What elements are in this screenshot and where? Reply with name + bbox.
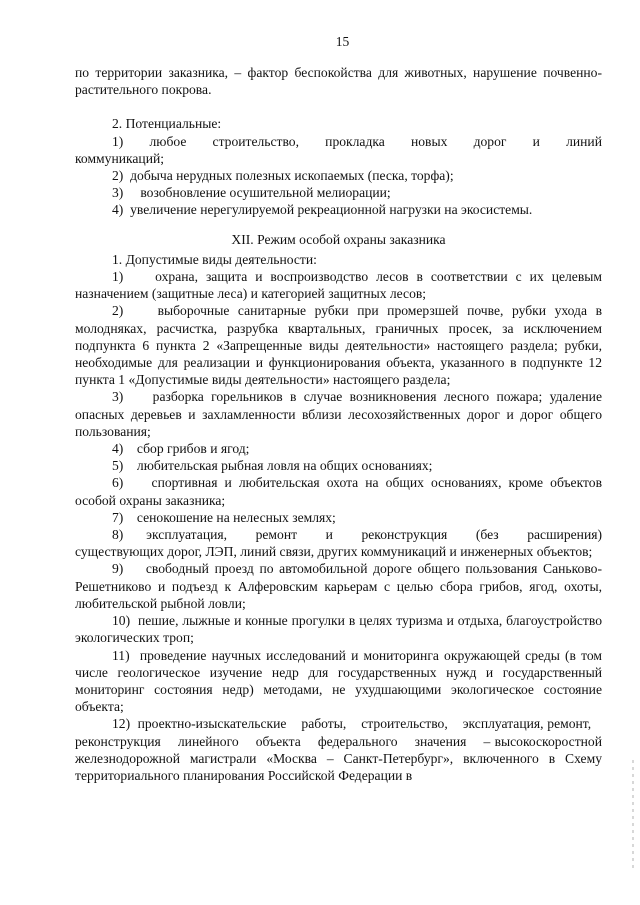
list-item: 9) свободный проезд по автомобильной дороге общего пользования Саньково-Решетниково и подъезд к Алферовским карьерам с целью сбора грибов, ягод, охоты, любительской рыбной ловли; (75, 561, 602, 611)
list-item: 5) любительская рыбная ловля на общих основаниях; (112, 458, 433, 474)
list-item: 4) сбор грибов и ягод; (112, 441, 250, 457)
list-item: 12) проектно-изыскательские работы, строительство, эксплуатация, ремонт, реконструкция линейного объекта федерального значения – высокоскоростной железнодорожной магистрали «Москва – Санкт-Петербург», включенного в Схему территориального планирования Российской Федерации в (75, 716, 602, 783)
list-item: 7) сенокошение на нелесных землях; (112, 509, 336, 525)
subsection-heading: 1. Допустимые виды деятельности: (112, 251, 317, 267)
paragraph-continuation: по территории заказника, – фактор беспокойства для животных, нарушение почвенно-растительного покрова. (75, 65, 602, 98)
list-item: 2) выборочные санитарные рубки при промерзшей почве, рубки ухода в молодняках, расчистка, разрубка квартальных, граничных просек, за исключением подпункта 6 пункта 2 «Запрещенные виды деятельности» настоящего раздела; рубки, необходимые для реализации и функционирования объекта, указанного в подпункте 12 пункта 1 «Допустимые виды деятельности» настоящего раздела; (75, 303, 602, 388)
page-number: 15 (335, 34, 350, 49)
list-item: 6) спортивная и любительская охота на общих основаниях, кроме объектов особой охраны заказника; (75, 475, 602, 508)
section-title: XII. Режим особой охраны заказника (231, 231, 446, 247)
list-item: 3) разборка горельников в случае возникновения лесного пожара; удаление опасных деревьев и захламленности вблизи лесохозяйственных дорог и дорог общего пользования; (75, 389, 602, 439)
list-item: 2) добыча нерудных полезных ископаемых (песка, торфа); (112, 168, 454, 184)
list-item: 3) возобновление осушительной мелиорации; (112, 185, 391, 201)
list-item: 4) увеличение нерегулируемой рекреационной нагрузки на экосистемы. (112, 202, 533, 218)
list-item: 1) любое строительство, прокладка новых дорог и линий коммуникаций; (75, 133, 602, 166)
section-potential-heading: 2. Потенциальные: (112, 116, 222, 132)
list-item: 11) проведение научных исследований и мониторинга окружающей среды (в том числе геологическое изучение недр для государственных нужд и государственный мониторинг состояния недр) методами, не ухудшающими экологическое состояние объекта; (75, 647, 602, 715)
list-item: 1) охрана, защита и воспроизводство лесов в соответствии с их целевым назначением (защитные леса) и категорией защитных лесов; (75, 269, 602, 302)
scan-edge-mark (632, 760, 634, 870)
list-item: 10) пешие, лыжные и конные прогулки в целях туризма и отдыха, благоустройство экологических троп; (75, 613, 602, 646)
list-item: 8) эксплуатация, ремонт и реконструкция (без расширения) существующих дорог, ЛЭП, линий связи, других коммуникаций и инженерных объектов; (75, 527, 602, 560)
